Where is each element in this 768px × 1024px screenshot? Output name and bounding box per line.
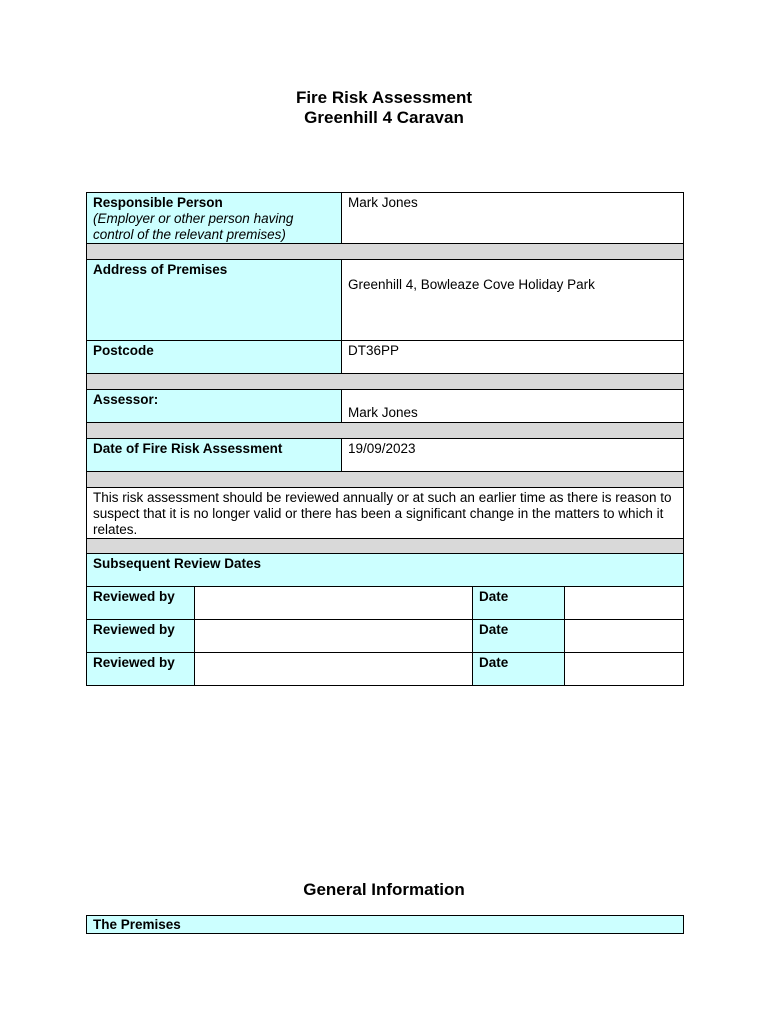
review-date-label: Date [473, 620, 565, 653]
postcode-row [87, 341, 684, 374]
reviewed-by-label: Reviewed by [87, 653, 195, 686]
spacer-row [87, 244, 684, 260]
reviewed-by-field[interactable] [195, 653, 473, 686]
review-dates-table [86, 553, 684, 686]
assessment-details-table [86, 192, 684, 555]
reviewed-by-field[interactable] [195, 620, 473, 653]
reviewed-by-label: Reviewed by [87, 620, 195, 653]
review-header-row [87, 554, 684, 587]
postcode-label: Postcode [87, 341, 342, 374]
review-date-field[interactable] [565, 653, 684, 686]
spacer-row [87, 423, 684, 439]
review-date-label: Date [473, 653, 565, 686]
address-label: Address of Premises [87, 260, 342, 341]
assessment-date-label: Date of Fire Risk Assessment [87, 439, 342, 472]
responsible-person-value[interactable]: Mark Jones [342, 193, 684, 244]
responsible-person-sublabel: (Employer or other person having control of the relevant premises) [93, 211, 294, 242]
assessor-row [87, 390, 684, 423]
address-value[interactable]: Greenhill 4, Bowleaze Cove Holiday Park [342, 260, 684, 341]
postcode-value[interactable]: DT36PP [342, 341, 684, 374]
general-information-title: General Information [303, 880, 465, 899]
responsible-person-row [87, 193, 684, 244]
responsible-person-label: Responsible Person [93, 195, 223, 210]
document-subtitle: Greenhill 4 Caravan [304, 108, 464, 127]
review-note: This risk assessment should be reviewed annually or at such an earlier time as there is reason to suspect that it is no longer valid or there has been a significant change in the matters to which it relates. [87, 488, 684, 539]
reviewed-by-label: Reviewed by [87, 587, 195, 620]
assessor-value[interactable]: Mark Jones [342, 390, 684, 423]
review-row [87, 653, 684, 686]
review-date-field[interactable] [565, 620, 684, 653]
review-row [87, 587, 684, 620]
premises-row [87, 916, 684, 934]
reviewed-by-field[interactable] [195, 587, 473, 620]
review-date-label: Date [473, 587, 565, 620]
responsible-person-label-cell [87, 193, 342, 244]
review-date-field[interactable] [565, 587, 684, 620]
assessor-label: Assessor: [87, 390, 342, 423]
premises-table [86, 915, 684, 934]
assessment-date-row [87, 439, 684, 472]
assessment-date-value[interactable]: 19/09/2023 [342, 439, 684, 472]
address-row [87, 260, 684, 341]
review-row [87, 620, 684, 653]
spacer-row [87, 472, 684, 488]
document-title: Fire Risk Assessment [295, 88, 473, 107]
premises-label: The Premises [87, 916, 684, 934]
spacer-row [87, 374, 684, 390]
review-note-row [87, 488, 684, 539]
review-dates-header: Subsequent Review Dates [87, 554, 684, 587]
